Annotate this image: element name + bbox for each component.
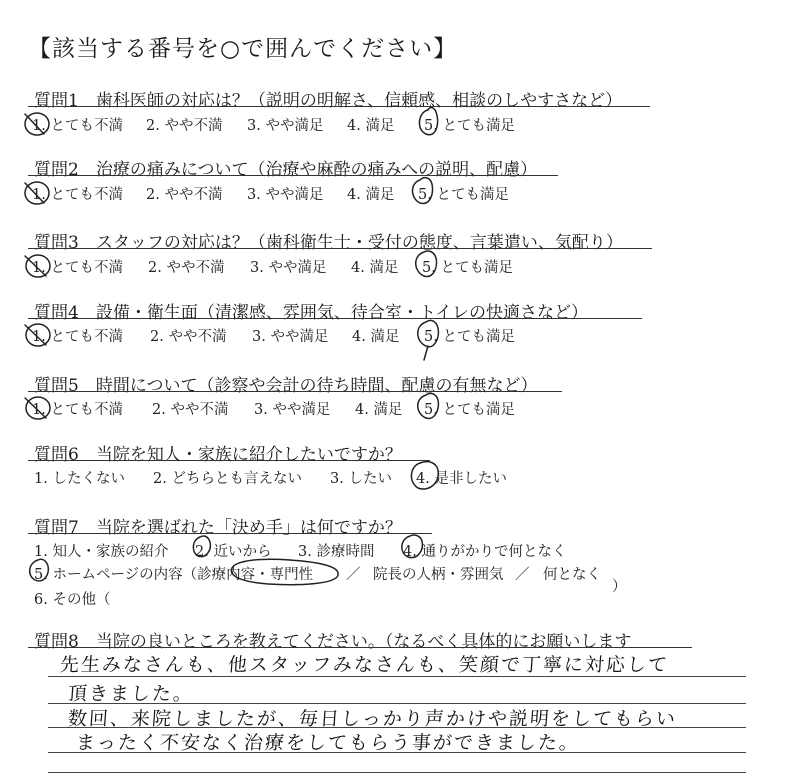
q3-option-5-circle-mark xyxy=(416,251,437,276)
q5-option-1-cross-mark xyxy=(25,397,50,419)
question-7-title: 質問7 当院を選ばれた「決め手」は何ですか？ xyxy=(34,518,402,538)
q5-option-4[interactable]: 4. 満足 xyxy=(355,402,403,418)
q1-option-5[interactable]: 5. とても満足 xyxy=(424,118,515,134)
q3-option-2[interactable]: 2. やや不満 xyxy=(148,260,225,276)
q7-option-5[interactable]: 5. ホームページの内容（診療内容・専門性 xyxy=(34,567,314,583)
q5-option-5[interactable]: 5. とても満足 xyxy=(424,402,515,418)
q7-option-3[interactable]: 3. 診療時間 xyxy=(298,544,375,560)
q7-option-2[interactable]: 2. 近いから xyxy=(195,544,272,560)
q7-option-5-nothing-particular[interactable]: 何となく xyxy=(543,567,601,583)
handwritten-answer-line-4: まったく不安なく治療をしてもらう事ができました。 xyxy=(75,732,581,754)
q4-option-4[interactable]: 4. 満足 xyxy=(352,329,400,345)
q7-separator-2: ／ xyxy=(515,567,530,583)
q7-option-5-close-paren: ） xyxy=(612,579,627,595)
handwritten-answer-line-1: 先生みなさんも、他スタッフみなさんも、笑顔で丁寧に対応して xyxy=(59,654,670,676)
q1-option-1-cross-mark xyxy=(25,113,49,135)
q7-separator-1: ／ xyxy=(346,567,361,583)
question-6-title: 質問6 当院を知人・家族に紹介したいですか？ xyxy=(34,445,402,465)
q4-option-5[interactable]: 5. とても満足 xyxy=(424,329,515,345)
q1-option-3[interactable]: 3. やや満足 xyxy=(247,118,324,134)
handwritten-answer-line-2: 頂きました。 xyxy=(67,683,195,705)
q5-option-2[interactable]: 2. やや不満 xyxy=(152,402,229,418)
q7-option-4-circle-mark xyxy=(402,535,423,557)
q4-option-3[interactable]: 3. やや満足 xyxy=(252,329,329,345)
q7-option-5-personality[interactable]: 院長の人柄・雰囲気 xyxy=(373,567,504,583)
q5-option-3[interactable]: 3. やや満足 xyxy=(254,402,331,418)
q7-option-5-circle-mark xyxy=(30,559,49,581)
q1-option-2[interactable]: 2. やや不満 xyxy=(146,118,223,134)
q2-option-2[interactable]: 2. やや不満 xyxy=(146,187,223,203)
question-4-title: 質問4 設備・衛生面（清潔感、雰囲気、待合室・トイレの快適さなど） xyxy=(34,303,588,323)
q5-option-5-circle-mark xyxy=(418,393,439,418)
form-instruction-header: 【該当する番号を○で囲んでください】 xyxy=(28,36,458,62)
q1-option-1[interactable]: 1. とても不満 xyxy=(32,118,123,134)
q2-option-1-cross-mark xyxy=(25,182,49,204)
question-3-title: 質問3 スタッフの対応は？（歯科衛生士・受付の態度、言葉遣い、気配り） xyxy=(34,233,623,253)
q3-option-4[interactable]: 4. 満足 xyxy=(351,260,399,276)
q3-option-1-cross-mark xyxy=(25,255,50,277)
q6-option-4-circle-mark xyxy=(411,462,438,489)
question-5-title: 質問5 時間について（診察や会計の待ち時間、配慮の有無など） xyxy=(34,376,538,396)
q4-option-1[interactable]: 1. とても不満 xyxy=(32,329,123,345)
q7-specialty-circle-mark xyxy=(231,559,338,584)
q6-option-1[interactable]: 1. したくない xyxy=(34,471,125,487)
q6-option-3[interactable]: 3. したい xyxy=(330,471,392,487)
question-8-title: 質問8 当院の良いところを教えてください。（なるべく具体的にお願いします xyxy=(34,632,632,652)
question-1-title: 質問1 歯科医師の対応は？（説明の明解さ、信頼感、相談のしやすさなど） xyxy=(34,91,623,111)
q6-option-2[interactable]: 2. どちらとも言えない xyxy=(153,471,302,487)
q3-option-1[interactable]: 1. とても不満 xyxy=(32,260,123,276)
q2-option-5[interactable]: 5. とても満足 xyxy=(418,187,509,203)
q3-option-3[interactable]: 3. やや満足 xyxy=(250,260,327,276)
q7-option-2-circle-mark xyxy=(193,536,210,557)
q5-option-1[interactable]: 1. とても不満 xyxy=(32,402,123,418)
q7-option-4[interactable]: 4. 通りがかりで何となく xyxy=(403,544,567,560)
q4-option-2[interactable]: 2. やや不満 xyxy=(150,329,227,345)
q7-option-6-other[interactable]: 6. その他（ xyxy=(34,592,111,608)
q2-option-5-circle-mark xyxy=(413,178,433,204)
q2-option-4[interactable]: 4. 満足 xyxy=(347,187,395,203)
handwritten-answer-line-3: 数回、来院しましたが、毎日しっかり声かけや説明をしてもらい xyxy=(67,708,678,730)
q7-option-1[interactable]: 1. 知人・家族の紹介 xyxy=(34,544,169,560)
q1-option-4[interactable]: 4. 満足 xyxy=(347,118,395,134)
question-2-title: 質問2 治療の痛みについて（治療や麻酔の痛みへの説明、配慮） xyxy=(34,160,538,180)
q2-option-1[interactable]: 1. とても不満 xyxy=(32,187,123,203)
q1-option-5-circle-mark xyxy=(419,108,437,135)
q4-option-1-cross-mark xyxy=(25,324,50,346)
q3-option-5[interactable]: 5. とても満足 xyxy=(422,260,513,276)
q6-option-4[interactable]: 4. 是非したい xyxy=(416,471,507,487)
q2-option-3[interactable]: 3. やや満足 xyxy=(247,187,324,203)
q4-option-5-circle-mark xyxy=(418,320,439,360)
